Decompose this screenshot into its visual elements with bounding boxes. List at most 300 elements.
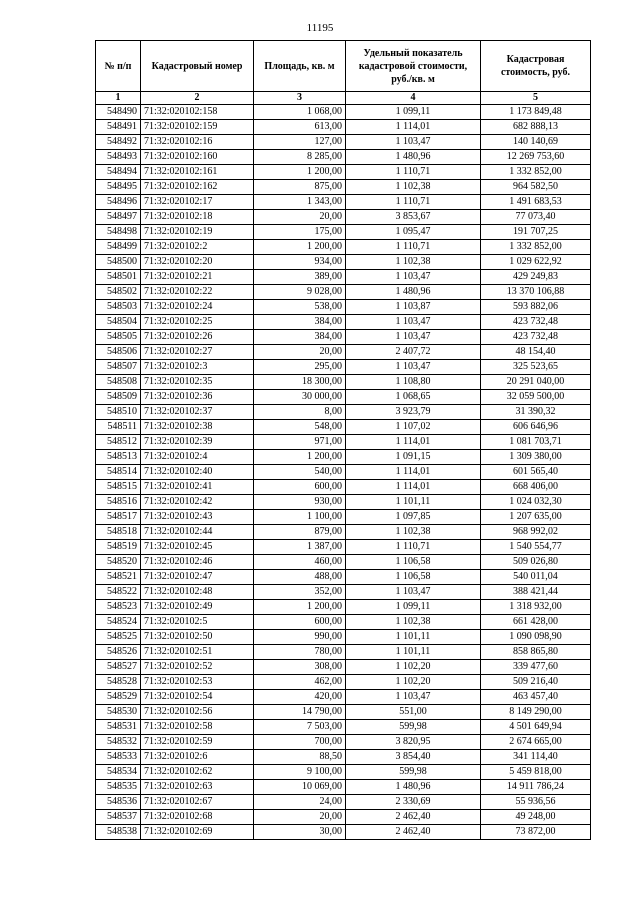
cell-row-number: 548526: [96, 645, 141, 660]
cell-cadastral-number: 71:32:020102:46: [141, 555, 254, 570]
cell-cost: 463 457,40: [481, 690, 591, 705]
cell-row-number: 548517: [96, 510, 141, 525]
cell-row-number: 548533: [96, 750, 141, 765]
cell-row-number: 548529: [96, 690, 141, 705]
cell-area: 20,00: [254, 210, 346, 225]
cell-cost: 423 732,48: [481, 315, 591, 330]
cell-rate: 1 091,15: [346, 450, 481, 465]
cell-area: 930,00: [254, 495, 346, 510]
table-row: [96, 510, 591, 525]
cell-cost: 1 029 622,92: [481, 255, 591, 270]
cell-rate: 1 103,47: [346, 585, 481, 600]
cell-row-number: 548514: [96, 465, 141, 480]
cell-cadastral-number: 71:32:020102:38: [141, 420, 254, 435]
cell-rate: 1 102,20: [346, 675, 481, 690]
cell-cost: 968 992,02: [481, 525, 591, 540]
cell-rate: 1 480,96: [346, 285, 481, 300]
cell-row-number: 548509: [96, 390, 141, 405]
cell-rate: 1 114,01: [346, 120, 481, 135]
cell-cadastral-number: 71:32:020102:18: [141, 210, 254, 225]
table-row: [96, 315, 591, 330]
cell-area: 600,00: [254, 615, 346, 630]
cell-cost: 429 249,83: [481, 270, 591, 285]
cell-cadastral-number: 71:32:020102:52: [141, 660, 254, 675]
cell-rate: 1 106,58: [346, 555, 481, 570]
cell-row-number: 548516: [96, 495, 141, 510]
cell-rate: 1 103,47: [346, 690, 481, 705]
table-row: [96, 705, 591, 720]
cell-area: 1 387,00: [254, 540, 346, 555]
table-header-row: [96, 41, 591, 92]
cell-row-number: 548494: [96, 165, 141, 180]
cell-area: 600,00: [254, 480, 346, 495]
cell-row-number: 548522: [96, 585, 141, 600]
cell-row-number: 548521: [96, 570, 141, 585]
table-row: [96, 570, 591, 585]
cell-area: 30 000,00: [254, 390, 346, 405]
cell-row-number: 548532: [96, 735, 141, 750]
cell-area: 30,00: [254, 825, 346, 840]
table-row: [96, 255, 591, 270]
cell-rate: 2 407,72: [346, 345, 481, 360]
table-row: [96, 585, 591, 600]
cell-row-number: 548506: [96, 345, 141, 360]
cell-rate: 1 099,11: [346, 105, 481, 120]
cell-rate: 3 854,40: [346, 750, 481, 765]
table-row: [96, 825, 591, 840]
cell-cadastral-number: 71:32:020102:161: [141, 165, 254, 180]
cell-row-number: 548496: [96, 195, 141, 210]
cell-rate: 1 114,01: [346, 465, 481, 480]
cell-cost: 1 024 032,30: [481, 495, 591, 510]
cell-cadastral-number: 71:32:020102:68: [141, 810, 254, 825]
table-row: [96, 135, 591, 150]
cell-cost: 1 491 683,53: [481, 195, 591, 210]
cell-cost: 1 309 380,00: [481, 450, 591, 465]
cell-cost: 55 936,56: [481, 795, 591, 810]
cell-row-number: 548502: [96, 285, 141, 300]
cell-area: 971,00: [254, 435, 346, 450]
cell-area: 389,00: [254, 270, 346, 285]
cell-cadastral-number: 71:32:020102:67: [141, 795, 254, 810]
cell-cadastral-number: 71:32:020102:24: [141, 300, 254, 315]
table-row: [96, 165, 591, 180]
cell-rate: 1 097,85: [346, 510, 481, 525]
table-row: [96, 300, 591, 315]
cell-cadastral-number: 71:32:020102:26: [141, 330, 254, 345]
cell-rate: 1 110,71: [346, 240, 481, 255]
cell-cadastral-number: 71:32:020102:162: [141, 180, 254, 195]
header-area: Площадь, кв. м: [254, 41, 346, 92]
cell-cadastral-number: 71:32:020102:41: [141, 480, 254, 495]
cell-cost: 140 140,69: [481, 135, 591, 150]
cell-cadastral-number: 71:32:020102:37: [141, 405, 254, 420]
cell-row-number: 548513: [96, 450, 141, 465]
table-row: [96, 645, 591, 660]
table-row: [96, 180, 591, 195]
cell-row-number: 548537: [96, 810, 141, 825]
cell-rate: 1 480,96: [346, 780, 481, 795]
cell-area: 613,00: [254, 120, 346, 135]
header-rate: Удельный показатель кадастровой стоимости, руб./кв. м: [346, 41, 481, 92]
table-row: [96, 615, 591, 630]
cell-cadastral-number: 71:32:020102:4: [141, 450, 254, 465]
cell-cadastral-number: 71:32:020102:27: [141, 345, 254, 360]
cell-row-number: 548531: [96, 720, 141, 735]
cell-cost: 540 011,04: [481, 570, 591, 585]
table-row: [96, 480, 591, 495]
cell-cost: 606 646,96: [481, 420, 591, 435]
cell-rate: 1 068,65: [346, 390, 481, 405]
cell-area: 8 285,00: [254, 150, 346, 165]
header-num: № п/п: [96, 41, 141, 92]
cell-area: 9 100,00: [254, 765, 346, 780]
cell-cadastral-number: 71:32:020102:16: [141, 135, 254, 150]
cell-rate: 1 103,47: [346, 315, 481, 330]
cell-row-number: 548495: [96, 180, 141, 195]
cell-area: 879,00: [254, 525, 346, 540]
cell-cost: 601 565,40: [481, 465, 591, 480]
cell-row-number: 548493: [96, 150, 141, 165]
cell-cadastral-number: 71:32:020102:48: [141, 585, 254, 600]
cell-rate: 2 462,40: [346, 825, 481, 840]
cell-rate: 1 103,47: [346, 360, 481, 375]
cell-cost: 14 911 786,24: [481, 780, 591, 795]
cell-cadastral-number: 71:32:020102:59: [141, 735, 254, 750]
table-row: [96, 795, 591, 810]
cell-row-number: 548519: [96, 540, 141, 555]
cell-cadastral-number: 71:32:020102:5: [141, 615, 254, 630]
cell-area: 780,00: [254, 645, 346, 660]
cell-row-number: 548508: [96, 375, 141, 390]
cell-rate: 1 102,38: [346, 255, 481, 270]
cell-row-number: 548510: [96, 405, 141, 420]
cell-area: 462,00: [254, 675, 346, 690]
cell-area: 384,00: [254, 330, 346, 345]
cell-area: 1 200,00: [254, 600, 346, 615]
cell-cost: 423 732,48: [481, 330, 591, 345]
cell-cadastral-number: 71:32:020102:159: [141, 120, 254, 135]
cell-rate: 1 114,01: [346, 480, 481, 495]
cell-cadastral-number: 71:32:020102:17: [141, 195, 254, 210]
header-cost: Кадастровая стоимость, руб.: [481, 41, 591, 92]
cell-rate: 2 330,69: [346, 795, 481, 810]
cell-row-number: 548500: [96, 255, 141, 270]
cell-rate: 1 108,80: [346, 375, 481, 390]
cell-row-number: 548507: [96, 360, 141, 375]
table-row: [96, 210, 591, 225]
cell-cadastral-number: 71:32:020102:36: [141, 390, 254, 405]
cell-row-number: 548503: [96, 300, 141, 315]
cell-cadastral-number: 71:32:020102:54: [141, 690, 254, 705]
cell-row-number: 548490: [96, 105, 141, 120]
cell-cost: 325 523,65: [481, 360, 591, 375]
cell-cadastral-number: 71:32:020102:69: [141, 825, 254, 840]
table-row: [96, 105, 591, 120]
cell-area: 10 069,00: [254, 780, 346, 795]
cell-rate: 3 923,79: [346, 405, 481, 420]
cell-area: 538,00: [254, 300, 346, 315]
cell-rate: 599,98: [346, 765, 481, 780]
cell-cost: 1 173 849,48: [481, 105, 591, 120]
table-row: [96, 330, 591, 345]
cell-area: 9 028,00: [254, 285, 346, 300]
table-row: [96, 225, 591, 240]
cell-cost: 661 428,00: [481, 615, 591, 630]
cell-cadastral-number: 71:32:020102:45: [141, 540, 254, 555]
cell-area: 18 300,00: [254, 375, 346, 390]
cell-row-number: 548505: [96, 330, 141, 345]
table-row: [96, 660, 591, 675]
cell-area: 295,00: [254, 360, 346, 375]
column-number: 5: [481, 92, 591, 105]
header-cadastral-number: Кадастровый номер: [141, 41, 254, 92]
cell-row-number: 548534: [96, 765, 141, 780]
cell-rate: 3 820,95: [346, 735, 481, 750]
cell-cadastral-number: 71:32:020102:35: [141, 375, 254, 390]
cell-area: 990,00: [254, 630, 346, 645]
cell-cost: 49 248,00: [481, 810, 591, 825]
cell-row-number: 548515: [96, 480, 141, 495]
cell-rate: 1 107,02: [346, 420, 481, 435]
table-row: [96, 630, 591, 645]
table-row: [96, 375, 591, 390]
cell-cost: 1 207 635,00: [481, 510, 591, 525]
cell-rate: 1 095,47: [346, 225, 481, 240]
column-number: 4: [346, 92, 481, 105]
cell-area: 548,00: [254, 420, 346, 435]
cell-row-number: 548518: [96, 525, 141, 540]
cell-area: 175,00: [254, 225, 346, 240]
cell-row-number: 548520: [96, 555, 141, 570]
column-number: 3: [254, 92, 346, 105]
column-number-row: [96, 92, 591, 105]
cell-rate: 1 102,38: [346, 525, 481, 540]
cell-cost: 48 154,40: [481, 345, 591, 360]
cell-cost: 682 888,13: [481, 120, 591, 135]
cell-cost: 31 390,32: [481, 405, 591, 420]
page-number: 11195: [306, 22, 334, 34]
cell-cost: 1 332 852,00: [481, 240, 591, 255]
cell-rate: 1 110,71: [346, 165, 481, 180]
cell-rate: 1 103,47: [346, 270, 481, 285]
cell-rate: 1 114,01: [346, 435, 481, 450]
cell-cost: 20 291 040,00: [481, 375, 591, 390]
cell-cost: 1 540 554,77: [481, 540, 591, 555]
cell-area: 20,00: [254, 345, 346, 360]
table-row: [96, 495, 591, 510]
column-number: 2: [141, 92, 254, 105]
cadastral-value-table: [95, 40, 591, 840]
cell-row-number: 548530: [96, 705, 141, 720]
cell-rate: 1 102,38: [346, 615, 481, 630]
cell-cost: 1 090 098,90: [481, 630, 591, 645]
cell-area: 308,00: [254, 660, 346, 675]
table-row: [96, 450, 591, 465]
cell-cadastral-number: 71:32:020102:21: [141, 270, 254, 285]
cell-cost: 964 582,50: [481, 180, 591, 195]
table-row: [96, 285, 591, 300]
cell-row-number: 548525: [96, 630, 141, 645]
table-row: [96, 675, 591, 690]
cell-cost: 668 406,00: [481, 480, 591, 495]
cell-area: 460,00: [254, 555, 346, 570]
table-row: [96, 690, 591, 705]
cell-cadastral-number: 71:32:020102:3: [141, 360, 254, 375]
cell-area: 20,00: [254, 810, 346, 825]
cell-area: 1 200,00: [254, 240, 346, 255]
cell-rate: 1 101,11: [346, 645, 481, 660]
cell-row-number: 548538: [96, 825, 141, 840]
cell-area: 8,00: [254, 405, 346, 420]
cell-rate: 551,00: [346, 705, 481, 720]
cell-cost: 339 477,60: [481, 660, 591, 675]
cell-cadastral-number: 71:32:020102:47: [141, 570, 254, 585]
table-row: [96, 810, 591, 825]
cell-row-number: 548491: [96, 120, 141, 135]
cell-row-number: 548527: [96, 660, 141, 675]
table-row: [96, 405, 591, 420]
cell-rate: 1 103,47: [346, 135, 481, 150]
table-row: [96, 360, 591, 375]
cell-cost: 12 269 753,60: [481, 150, 591, 165]
cell-area: 700,00: [254, 735, 346, 750]
cell-area: 1 200,00: [254, 165, 346, 180]
cell-cadastral-number: 71:32:020102:49: [141, 600, 254, 615]
cell-row-number: 548504: [96, 315, 141, 330]
cell-cadastral-number: 71:32:020102:42: [141, 495, 254, 510]
cell-area: 1 068,00: [254, 105, 346, 120]
cell-cadastral-number: 71:32:020102:20: [141, 255, 254, 270]
cell-cost: 1 332 852,00: [481, 165, 591, 180]
cell-cost: 341 114,40: [481, 750, 591, 765]
cell-cadastral-number: 71:32:020102:43: [141, 510, 254, 525]
cell-area: 14 790,00: [254, 705, 346, 720]
cell-area: 1 343,00: [254, 195, 346, 210]
cell-rate: 2 462,40: [346, 810, 481, 825]
cell-row-number: 548501: [96, 270, 141, 285]
cell-cost: 509 216,40: [481, 675, 591, 690]
cell-rate: 1 106,58: [346, 570, 481, 585]
cell-row-number: 548523: [96, 600, 141, 615]
table-row: [96, 150, 591, 165]
table-row: [96, 345, 591, 360]
cell-area: 127,00: [254, 135, 346, 150]
cell-cost: 1 318 932,00: [481, 600, 591, 615]
cell-area: 7 503,00: [254, 720, 346, 735]
cell-row-number: 548497: [96, 210, 141, 225]
cell-rate: 1 101,11: [346, 630, 481, 645]
cell-row-number: 548524: [96, 615, 141, 630]
table-row: [96, 195, 591, 210]
cell-area: 88,50: [254, 750, 346, 765]
cell-rate: 1 099,11: [346, 600, 481, 615]
table-row: [96, 435, 591, 450]
cell-cadastral-number: 71:32:020102:56: [141, 705, 254, 720]
cell-cadastral-number: 71:32:020102:2: [141, 240, 254, 255]
cell-cadastral-number: 71:32:020102:25: [141, 315, 254, 330]
table-row: [96, 555, 591, 570]
cell-area: 1 100,00: [254, 510, 346, 525]
cell-area: 352,00: [254, 585, 346, 600]
column-number: 1: [96, 92, 141, 105]
cell-cost: 4 501 649,94: [481, 720, 591, 735]
cell-cadastral-number: 71:32:020102:62: [141, 765, 254, 780]
cell-area: 24,00: [254, 795, 346, 810]
cell-cadastral-number: 71:32:020102:58: [141, 720, 254, 735]
table-row: [96, 780, 591, 795]
cell-cost: 73 872,00: [481, 825, 591, 840]
cell-row-number: 548535: [96, 780, 141, 795]
cell-cost: 2 674 665,00: [481, 735, 591, 750]
cell-cadastral-number: 71:32:020102:22: [141, 285, 254, 300]
cell-row-number: 548511: [96, 420, 141, 435]
table-row: [96, 600, 591, 615]
cell-rate: 1 110,71: [346, 540, 481, 555]
cell-cadastral-number: 71:32:020102:63: [141, 780, 254, 795]
cell-row-number: 548512: [96, 435, 141, 450]
table-row: [96, 240, 591, 255]
cell-cadastral-number: 71:32:020102:160: [141, 150, 254, 165]
cell-cost: 77 073,40: [481, 210, 591, 225]
table-row: [96, 750, 591, 765]
cell-row-number: 548498: [96, 225, 141, 240]
table-row: [96, 420, 591, 435]
cell-cost: 13 370 106,88: [481, 285, 591, 300]
table-row: [96, 735, 591, 750]
cell-area: 540,00: [254, 465, 346, 480]
cell-rate: 3 853,67: [346, 210, 481, 225]
cell-area: 384,00: [254, 315, 346, 330]
cell-cost: 388 421,44: [481, 585, 591, 600]
cell-rate: 1 103,87: [346, 300, 481, 315]
cell-cadastral-number: 71:32:020102:50: [141, 630, 254, 645]
cell-cadastral-number: 71:32:020102:40: [141, 465, 254, 480]
cell-cost: 593 882,06: [481, 300, 591, 315]
cell-cadastral-number: 71:32:020102:6: [141, 750, 254, 765]
table-row: [96, 390, 591, 405]
cell-cost: 32 059 500,00: [481, 390, 591, 405]
cell-area: 488,00: [254, 570, 346, 585]
table-row: [96, 270, 591, 285]
cell-rate: 599,98: [346, 720, 481, 735]
cell-row-number: 548492: [96, 135, 141, 150]
cell-cost: 8 149 290,00: [481, 705, 591, 720]
cell-cost: 191 707,25: [481, 225, 591, 240]
cell-area: 934,00: [254, 255, 346, 270]
cell-rate: 1 102,38: [346, 180, 481, 195]
table-row: [96, 525, 591, 540]
cell-rate: 1 110,71: [346, 195, 481, 210]
cell-cost: 5 459 818,00: [481, 765, 591, 780]
cell-row-number: 548536: [96, 795, 141, 810]
cell-rate: 1 102,20: [346, 660, 481, 675]
cell-rate: 1 103,47: [346, 330, 481, 345]
table-row: [96, 765, 591, 780]
table-row: [96, 465, 591, 480]
cell-area: 875,00: [254, 180, 346, 195]
cell-cadastral-number: 71:32:020102:53: [141, 675, 254, 690]
cell-cost: 509 026,80: [481, 555, 591, 570]
table-row: [96, 120, 591, 135]
cell-cadastral-number: 71:32:020102:39: [141, 435, 254, 450]
table-body: [96, 105, 591, 840]
cell-cadastral-number: 71:32:020102:44: [141, 525, 254, 540]
table-row: [96, 540, 591, 555]
cell-cost: 858 865,80: [481, 645, 591, 660]
cell-cadastral-number: 71:32:020102:51: [141, 645, 254, 660]
cell-cadastral-number: 71:32:020102:158: [141, 105, 254, 120]
